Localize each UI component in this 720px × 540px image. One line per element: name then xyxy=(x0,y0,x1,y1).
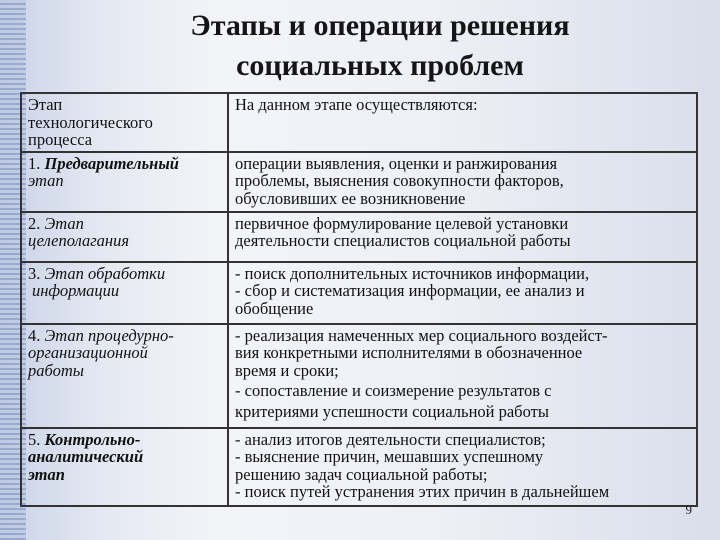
header-stage-line: Этап xyxy=(28,95,63,114)
ops-line: - реализация намеченных мер социального воздейст- xyxy=(235,325,608,345)
stage-name-cont: этап xyxy=(28,464,65,484)
ops-line: - сопоставление и соизмерение результатов с xyxy=(235,381,552,400)
ops-line: обусловивших ее возникновение xyxy=(235,188,466,208)
stages-table xyxy=(20,92,698,507)
page-number: 9 xyxy=(685,502,692,517)
stage-title: Контрольно- xyxy=(44,429,141,449)
ops-cell xyxy=(228,428,697,506)
ops-line: решению задач социальной работы; xyxy=(235,464,488,484)
ops-line: - поиск путей устранения этих причин в дальнейшем xyxy=(235,482,610,501)
stage-title: Этап процедурно- xyxy=(44,325,174,345)
stage-name xyxy=(28,431,223,449)
stage-number: 5. xyxy=(28,429,41,449)
stage-name xyxy=(28,265,223,283)
stage-name-cont: организационной xyxy=(28,343,148,362)
ops-line: - выяснение причин, мешавших успешному xyxy=(235,447,544,466)
ops-line: проблемы, выяснения совокупности факторов, xyxy=(235,171,564,190)
stage-number: 3. xyxy=(28,263,41,283)
page-title xyxy=(120,6,640,86)
stage-cell xyxy=(21,428,228,506)
title-line-1: Этапы и операции решения xyxy=(190,9,570,42)
table-row xyxy=(21,428,697,506)
ops-line: - анализ итогов деятельности специалистов; xyxy=(235,429,546,449)
stage-name xyxy=(28,215,223,233)
ops-cell xyxy=(228,262,697,324)
stage-cell xyxy=(21,152,228,212)
ops-cell xyxy=(228,324,697,428)
stage-name-cont: аналитический xyxy=(28,447,144,466)
stage-name-cont: работы xyxy=(28,360,84,380)
header-stage-line: процесса xyxy=(28,130,93,149)
ops-line: обобщение xyxy=(235,298,314,318)
ops-line: операции выявления, оценки и ранжирования xyxy=(235,153,558,173)
stage-number: 4. xyxy=(28,325,41,345)
ops-line: критериями успешности социальной работы xyxy=(235,401,549,421)
ops-line: первичное формулирование целевой установки xyxy=(235,213,569,233)
header-ops-cell xyxy=(228,93,697,152)
ops-line: вия конкретными исполнителями в обозначенное xyxy=(235,343,583,362)
stage-name xyxy=(28,327,223,345)
table-header-row xyxy=(21,93,697,152)
stage-name-cont: целеполагания xyxy=(28,231,130,250)
title-line-2: социальных проблем xyxy=(236,49,524,82)
stage-number: 2. xyxy=(28,213,41,233)
ops-line: деятельности специалистов социальной работы xyxy=(235,231,571,250)
ops-line: - поиск дополнительных источников информации, xyxy=(235,263,590,283)
stage-cell xyxy=(21,262,228,324)
stage-name-cont: этап xyxy=(28,171,64,190)
header-ops-text: На данном этапе осуществляются: xyxy=(235,95,478,114)
stage-cell xyxy=(21,212,228,262)
stage-number: 1. xyxy=(28,153,41,173)
stage-title: Предварительный xyxy=(44,153,179,173)
stage-title: Этап обработки xyxy=(44,263,166,283)
ops-cell xyxy=(228,212,697,262)
ops-cell xyxy=(228,152,697,212)
table-row xyxy=(21,262,697,324)
stage-title: Этап xyxy=(44,213,84,233)
table-row xyxy=(21,212,697,262)
stage-name-cont: информации xyxy=(32,281,120,300)
header-stage-cell xyxy=(21,93,228,152)
ops-line: время и сроки; xyxy=(235,360,339,380)
table-row xyxy=(21,324,697,428)
header-stage-line: технологического xyxy=(28,112,153,132)
stage-name xyxy=(28,155,223,173)
ops-line: - сбор и систематизация информации, ее анализ и xyxy=(235,281,585,300)
table-row xyxy=(21,152,697,212)
stage-cell xyxy=(21,324,228,428)
